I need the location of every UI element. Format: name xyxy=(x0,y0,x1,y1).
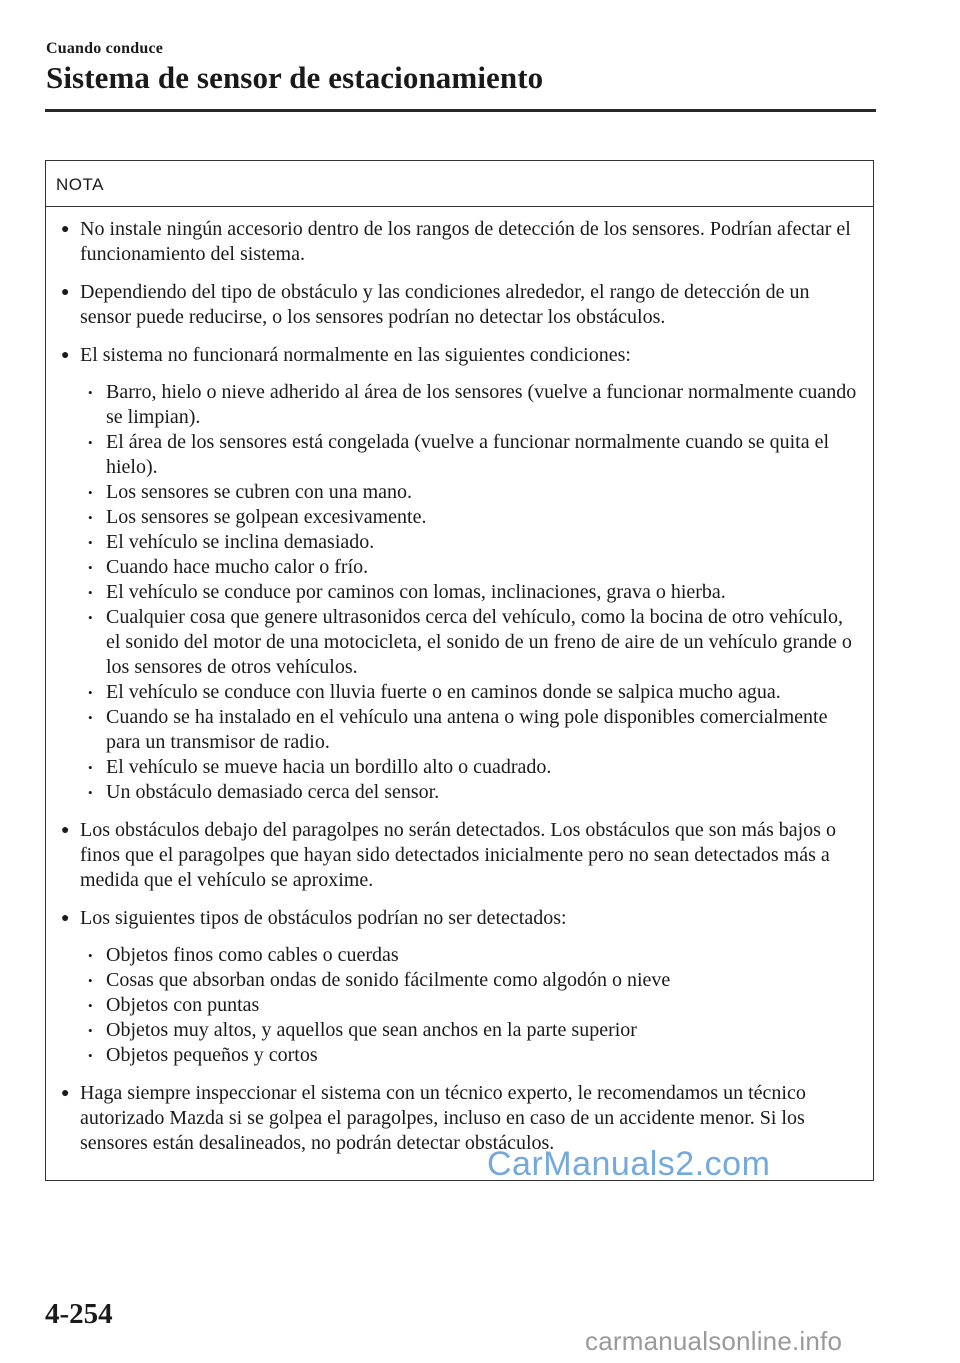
sub-item xyxy=(80,605,859,680)
bullet-icon: ● xyxy=(61,222,70,237)
bullet-text: Los siguientes tipos de obstáculos podrían no ser detectados: xyxy=(80,907,567,929)
sub-bullet-icon: • xyxy=(88,535,93,550)
bullet-icon: ● xyxy=(61,1086,70,1101)
sub-bullet-icon: • xyxy=(88,685,93,700)
sub-bullet-icon: • xyxy=(88,1023,93,1038)
note-bullet xyxy=(60,906,859,1068)
sub-bullet-icon: • xyxy=(88,785,93,800)
bullet-text: No instale ningún accesorio dentro de los rangos de detección de los sensores. Podrían afectar el funcionamiento del sistema. xyxy=(80,218,851,265)
note-bullet xyxy=(60,343,859,805)
sub-bullet-icon: • xyxy=(88,435,93,450)
sub-item-text: Un obstáculo demasiado cerca del sensor. xyxy=(106,781,440,803)
section-kicker: Cuando conduce xyxy=(46,40,164,57)
sub-list xyxy=(80,380,859,805)
sub-item-text: Cosas que absorban ondas de sonido fácilmente como algodón o nieve xyxy=(106,969,671,991)
bullet-text: Dependiendo del tipo de obstáculo y las condiciones alrededor, el rango de detección de un sensor puede reducirse, o los sensores podrían no detectar los obstáculos. xyxy=(80,281,810,328)
sub-item-text: Los sensores se golpean excesivamente. xyxy=(106,506,427,528)
sub-item xyxy=(80,943,859,968)
note-bullet xyxy=(60,280,859,330)
bullet-icon: ● xyxy=(61,348,70,363)
sub-item-text: El área de los sensores está congelada (vuelve a funcionar normalmente cuando se quita el hielo). xyxy=(106,431,830,478)
sub-bullet-icon: • xyxy=(88,485,93,500)
sub-bullet-icon: • xyxy=(88,610,93,625)
sub-item-text: Barro, hielo o nieve adherido al área de los sensores (vuelve a funcionar normalmente cuando se limpian). xyxy=(106,381,857,428)
sub-item xyxy=(80,505,859,530)
sub-item-text: El vehículo se conduce con lluvia fuerte o en caminos donde se salpica mucho agua. xyxy=(106,681,781,703)
bullet-icon: ● xyxy=(61,285,70,300)
bullet-text: Los obstáculos debajo del paragolpes no serán detectados. Los obstáculos que son más bajos o finos que el paragolpes que hayan sido detectados inicialmente pero no sean detectados más a medida que el vehículo se aproxime. xyxy=(80,819,836,891)
note-bullet xyxy=(60,818,859,893)
sub-bullet-icon: • xyxy=(88,973,93,988)
page-number: 4-254 xyxy=(45,1298,113,1330)
sub-item xyxy=(80,968,859,993)
sub-bullet-icon: • xyxy=(88,1048,93,1063)
sub-item-text: Cuando hace mucho calor o frío. xyxy=(106,556,369,578)
sub-item xyxy=(80,780,859,805)
sub-item xyxy=(80,430,859,480)
watermark-logo: CarManuals2.com xyxy=(487,1145,771,1183)
sub-item xyxy=(80,1043,859,1068)
sub-item xyxy=(80,993,859,1018)
sub-list xyxy=(80,943,859,1068)
sub-item-text: Cualquier cosa que genere ultrasonidos cerca del vehículo, como la bocina de otro vehículo, el sonido del motor de una motocicleta, el sonido de un freno de aire de un vehículo grande o los sensores de otros vehículos. xyxy=(106,606,852,678)
sub-item-text: El vehículo se mueve hacia un bordillo alto o cuadrado. xyxy=(106,756,552,778)
sub-bullet-icon: • xyxy=(88,948,93,963)
bullet-text: El sistema no funcionará normalmente en las siguientes condiciones: xyxy=(80,344,631,366)
sub-bullet-icon: • xyxy=(88,585,93,600)
sub-item-text: El vehículo se inclina demasiado. xyxy=(106,531,375,553)
sub-item xyxy=(80,680,859,705)
title-divider xyxy=(45,109,876,112)
bullet-text: Haga siempre inspeccionar el sistema con un técnico experto, le recomendamos un técnico autorizado Mazda si se golpea el paragolpes, incluso en caso de un accidente menor. Si los sensores están desalineados, no podrán detectar obstáculos. xyxy=(80,1082,806,1154)
sub-bullet-icon: • xyxy=(88,510,93,525)
sub-bullet-icon: • xyxy=(88,998,93,1013)
sub-item-text: Objetos con puntas xyxy=(106,994,260,1016)
sub-item xyxy=(80,480,859,505)
sub-item-text: Objetos pequeños y cortos xyxy=(106,1044,318,1066)
sub-item xyxy=(80,580,859,605)
sub-bullet-icon: • xyxy=(88,710,93,725)
sub-item-text: Cuando se ha instalado en el vehículo una antena o wing pole disponibles comercialmente para un transmisor de radio. xyxy=(106,706,828,753)
note-body xyxy=(46,207,873,1156)
sub-item-text: Los sensores se cubren con una mano. xyxy=(106,481,413,503)
sub-item xyxy=(80,555,859,580)
sub-item-text: Objetos finos como cables o cuerdas xyxy=(106,944,399,966)
sub-bullet-icon: • xyxy=(88,760,93,775)
sub-item xyxy=(80,530,859,555)
note-box xyxy=(45,160,874,1181)
footer-watermark: carmanualsonline.info xyxy=(585,1326,843,1356)
sub-bullet-icon: • xyxy=(88,385,93,400)
note-bullet xyxy=(60,217,859,267)
bullet-icon: ● xyxy=(61,823,70,838)
sub-item-text: El vehículo se conduce por caminos con lomas, inclinaciones, grava o hierba. xyxy=(106,581,726,603)
page-title: Sistema de sensor de estacionamiento xyxy=(46,60,544,95)
sub-item xyxy=(80,705,859,755)
sub-item xyxy=(80,755,859,780)
sub-item-text: Objetos muy altos, y aquellos que sean anchos en la parte superior xyxy=(106,1019,637,1041)
sub-item xyxy=(80,380,859,430)
sub-bullet-icon: • xyxy=(88,560,93,575)
note-heading: NOTA xyxy=(46,161,873,207)
bullet-icon: ● xyxy=(61,911,70,926)
sub-item xyxy=(80,1018,859,1043)
